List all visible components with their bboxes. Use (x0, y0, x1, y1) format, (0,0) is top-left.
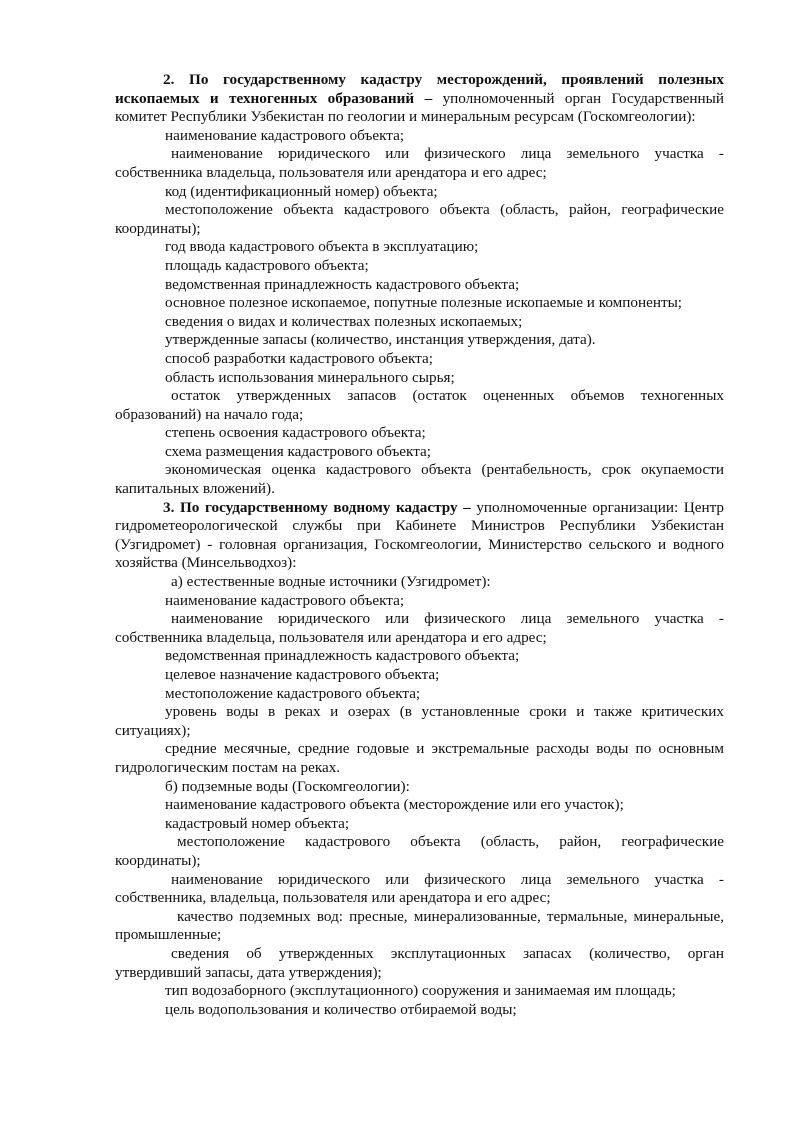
list-item: наименование юридического или физического лица земельного участка - собственника владельца, пользователя или арендатора и его адрес; (115, 145, 724, 181)
list-item: год ввода кадастрового объекта в эксплуатацию; (165, 238, 479, 256)
list-item: местоположение объекта кадастрового объекта (область, район, географические координаты); (115, 201, 724, 237)
list-item: способ разработки кадастрового объекта; (165, 349, 433, 367)
subsection-label: а) естественные водные источники (Узгидромет): (171, 573, 491, 591)
list-item: наименование кадастрового объекта (месторождение или его участок); (165, 796, 624, 814)
list-item: основное полезное ископаемое, попутные полезные ископаемые и компоненты; (165, 294, 683, 312)
section-3-paragraph (115, 499, 724, 573)
list-item: схема размещения кадастрового объекта; (165, 442, 431, 460)
list-item: тип водозаборного (эксплутационного) сооружения и занимаемая им площадь; (165, 982, 676, 1000)
section-2-intro: уполномоченный орган Государственный комитет Республики Узбекистан по геологии и минеральным ресурсам (Госкомгеологии): (115, 89, 724, 126)
list-item: наименование юридического или физического лица земельного участка - собственника владельца, пользователя или арендатора и его адрес; (115, 610, 724, 646)
list-item: средние месячные, средние годовые и экстремальные расходы воды по основным гидрологическим постам на реках. (115, 740, 724, 776)
list-item: сведения о видах и количествах полезных ископаемых; (165, 312, 523, 330)
list-item: площадь кадастрового объекта; (165, 256, 369, 274)
section-2-heading: 2. По государственному кадастру месторождений, проявлений полезных ископаемых и техногенных образований – (115, 71, 724, 107)
section-3-intro: уполномоченные организации: Центр гидрометеорологической службы при Кабинете Министров Республики Узбекистан (Узгидромет) - головная организация, Госкомгеологии, Министерство сельского и водного хозяйства (Минсельводхоз): (115, 498, 724, 572)
list-item: ведомственная принадлежность кадастрового объекта; (165, 647, 520, 665)
list-item: качество подземных вод: пресные, минерализованные, термальные, минеральные, промышленные; (115, 907, 724, 944)
list-item: ведомственная принадлежность кадастрового объекта; (165, 275, 520, 293)
list-item: наименование кадастрового объекта; (165, 591, 405, 609)
list-item: область использования минерального сырья; (165, 368, 455, 386)
list-item: утвержденные запасы (количество, инстанция утверждения, дата). (165, 331, 596, 349)
list-item: кадастровый номер объекта; (165, 814, 350, 832)
list-item: степень освоения кадастрового объекта; (165, 424, 426, 442)
list-item: целевое назначение кадастрового объекта; (165, 666, 440, 683)
list-item: цель водопользования и количество отбираемой воды; (165, 1000, 517, 1018)
list-item: местоположение кадастрового объекта (область, район, географические координаты); (115, 833, 724, 869)
list-item: экономическая оценка кадастрового объекта (рентабельность, срок окупаемости капитальных вложений). (115, 461, 724, 498)
list-item: остаток утвержденных запасов (остаток оцененных объемов техногенных образований) на начало года; (115, 387, 724, 423)
list-item: уровень воды в реках и озерах (в установленные сроки и также критических ситуациях); (115, 703, 724, 739)
section-2-paragraph (115, 71, 724, 127)
list-item: наименование юридического или физического лица земельного участка - собственника, владельца, пользователя или арендатора и его адрес; (115, 870, 724, 907)
list-item: местоположение кадастрового объекта; (165, 684, 421, 702)
subsection-label: б) подземные воды (Госкомгеологии): (165, 777, 410, 795)
section-3-heading: 3. По государственному водному кадастру – (163, 498, 471, 516)
list-item: сведения об утвержденных эксплутационных запасах (количество, орган утвердивший запасы, дата утверждения); (115, 944, 724, 981)
document-page (115, 71, 724, 1019)
list-item: код (идентификационный номер) объекта; (165, 182, 438, 200)
list-item: наименование кадастрового объекта; (165, 126, 405, 144)
